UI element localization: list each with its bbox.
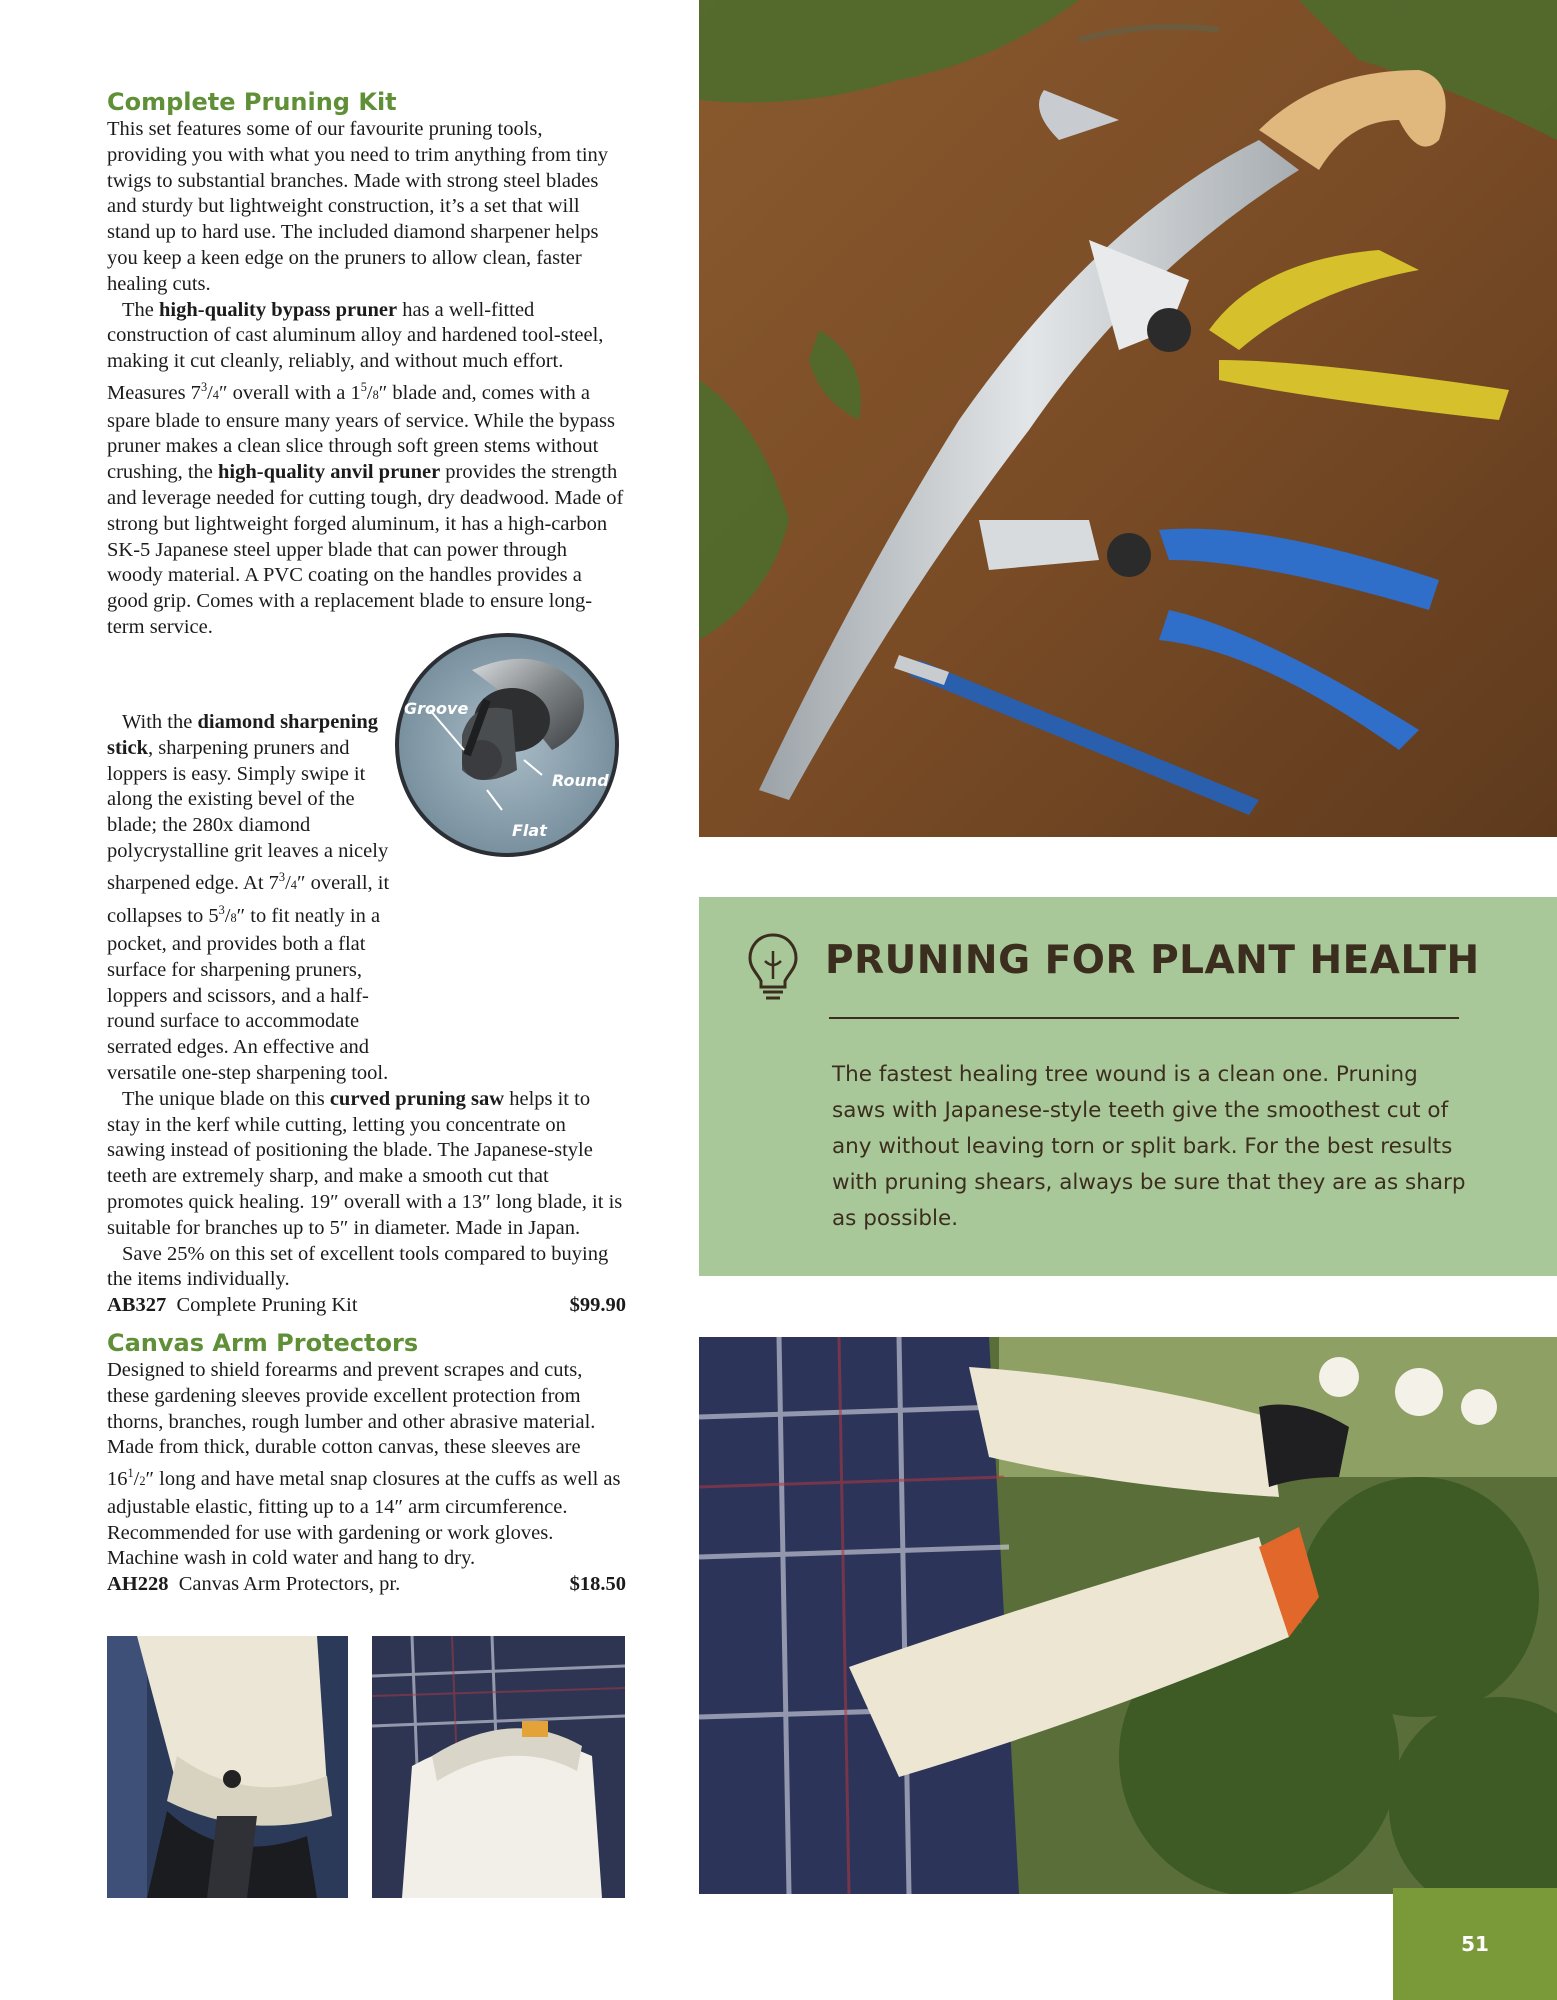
page-number: 51 [1393, 1888, 1557, 2000]
flat-label: Flat [512, 821, 547, 840]
kit-paragraph-3: With the diamond sharpening stick, sharpening pruners and loppers is easy. Simply swipe it along the existing bevel of the blade; the 280x diamond polycrystalline grit leaves a nicely sharpened edge. At $7^3/4''$ overall, it collapses to $5^3/8''$ to fit neatly in a pocket, and provides both a flat surface for sharpening pruners, loppers and scissors, and a half-round surface to accommodate serrated edges. An effective and versatile one-step sharpening tool. [107, 711, 390, 1085]
pruning-kit-section [107, 87, 626, 641]
callout-divider [829, 1017, 1459, 1019]
kit-paragraph-2: The high-quality bypass pruner has a well-fitted construction of cast aluminum alloy and hardened tool-steel, making it cut cleanly, reliably, and without much effort. Measures $7^3/4''$ overall with a $1^5/8''$ blade and, comes with a spare blade to ensure many years of service. While the bypass pruner makes a clean slice through soft green stems without crushing, the high-quality anvil pruner provides the strength and leverage needed for cutting tough, dry deadwood. Made of strong but lightweight forged aluminum, it has a high-carbon SK-5 Japanese steel upper blade that can power through woody material. A PVC coating on the handles provides a good grip. Comes with a replacement blade to ensure long-term service. [107, 298, 624, 638]
groove-label: Groove [404, 699, 469, 718]
arm-protectors-photo [699, 1337, 1557, 1894]
round-label: Round [552, 771, 609, 790]
arm-sku-name: Canvas Arm Protectors, pr. [178, 1573, 401, 1596]
callout-text: The fastest healing tree wound is a clean one. Pruning saws with Japanese-style teeth give the smoothest cut of any without leaving torn or split bark. For the best results with pruning shears, always be sure that they are as sharp as possible. [832, 1062, 1466, 1231]
arm-snap-photo [107, 1636, 348, 1898]
lightbulb-icon [744, 931, 802, 1003]
arm-price: $18.50 [569, 1573, 626, 1596]
kit-order-line [107, 1293, 626, 1319]
kit-paragraph-5: Save 25% on this set of excellent tools compared to buying the items individually. [107, 1242, 609, 1291]
kit-paragraph-4: The unique blade on this curved pruning saw helps it to stay in the kerf while cutting, letting you concentrate on sawing instead of positioning the blade. The Japanese-style teeth are extremely sharp, and make a smooth cut that promotes quick healing. 19″ overall with a 13″ long blade, it is suitable for branches up to 5″ in diameter. Made in Japan. [107, 1087, 623, 1239]
arm-elastic-photo [372, 1636, 625, 1898]
pruning-kit-description [107, 117, 626, 641]
kit-sku: AB327 [107, 1294, 167, 1317]
pruning-health-callout [699, 897, 1557, 1276]
arm-protectors-section [107, 1328, 626, 1598]
kit-price: $99.90 [569, 1294, 626, 1317]
arm-protectors-description: Designed to shield forearms and prevent scrapes and cuts, these gardening sleeves provide excellent protection from thorns, branches, rough lumber and other abrasive material. Made from thick, durable cotton canvas, these sleeves are $16^1/2''$ long and have metal snap closures at the cuffs as well as adjustable elastic, fitting up to a 14″ arm circumference. Recommended for use with gardening or work gloves. Machine wash in cold water and hang to dry. [107, 1359, 621, 1570]
arm-sku: AH228 [107, 1573, 169, 1596]
arm-order-line [107, 1572, 626, 1598]
kit-paragraph-1: This set features some of our favourite pruning tools, providing you with what you need to trim anything from tiny twigs to substantial branches. Made with strong steel blades and sturdy but lightweight construction, it’s a set that will stand up to hard use. The included diamond sharpener helps you keep a keen edge on the pruners to allow clean, faster healing cuts. [107, 118, 609, 295]
arm-protectors-title: Canvas Arm Protectors [107, 1329, 419, 1357]
kit-sku-name: Complete Pruning Kit [176, 1294, 358, 1317]
callout-title: PRUNING FOR PLANT HEALTH [825, 938, 1480, 983]
sharpener-inset [392, 630, 622, 860]
pruning-kit-title: Complete Pruning Kit [107, 88, 397, 116]
sharpener-closeup-image [392, 630, 622, 860]
pruning-kit-photo [699, 0, 1557, 837]
